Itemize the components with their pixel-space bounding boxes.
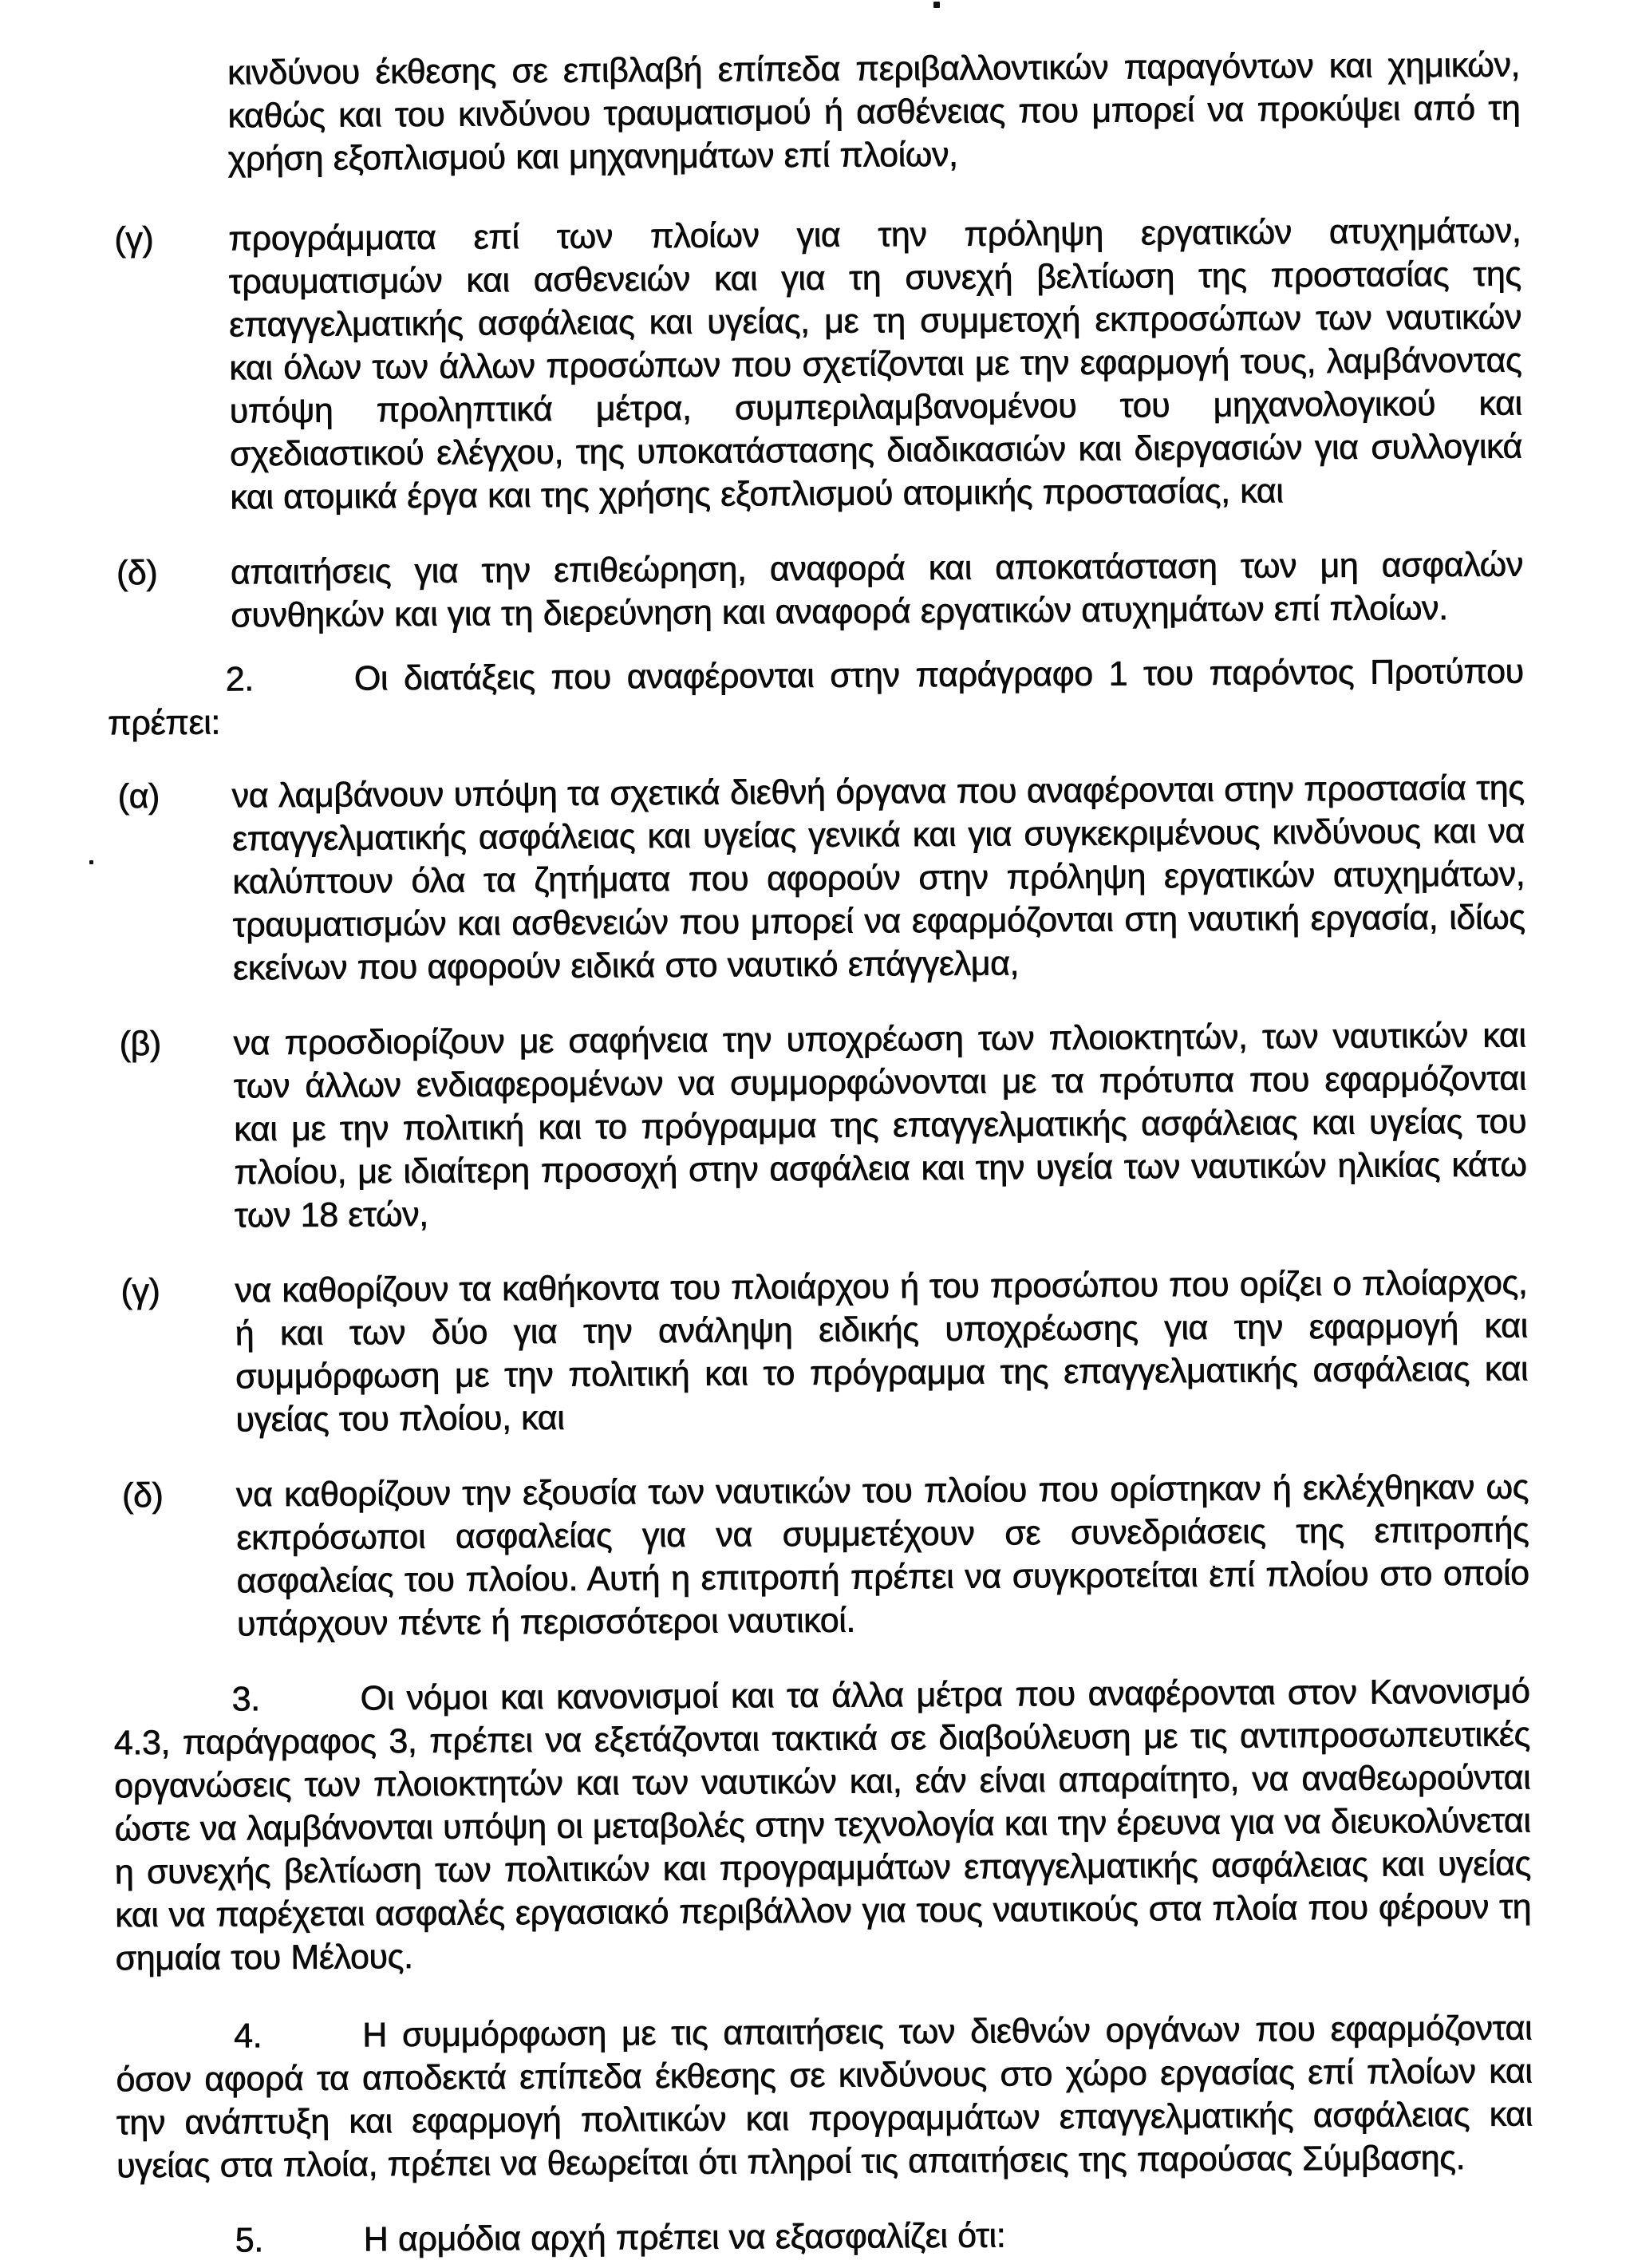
item-body: να λαμβάνουν υπόψη τα σχετικά διεθνή όργανα που αναφέρονται στην προστασία της επαγγελματικής ασφάλειας και υγείας γενικά και για συγκεκριμένους κινδύνους και να καλύπτουν όλα τα ζητήματα που αφορούν στην πρόληψη εργατικών ατυχημάτων, τραυματισμών και ασθενειών που μπορεί να εφαρμόζονται στη ναυτική εργασία, ιδίως εκείνων που αφορούν ειδικά στο ναυτικό επάγγελμα,	[231, 769, 1525, 988]
list-item-delta-2	[112, 1466, 1529, 1647]
item-body: να καθορίζουν τα καθήκοντα του πλοιάρχου ή του προσώπου που ορίζει ο πλοίαρχος, ή και των δύο για την ανάληψη ειδικής υποχρέωσης για την εφαρμογή και συμμόρφωση με την πολιτική και το πρόγραμμα της επαγγελματικής ασφάλειας και υγείας του πλοίου, και	[235, 1263, 1529, 1440]
section-text: Οι νόμοι και κανονισμοί και τα άλλα μέτρα που αναφέρονται στον Κανονισμό 4.3, παράγραφος 3, πρέπει να εξετάζονται τακτικά σε διαβούλευση με τις αντιπροσωπευτικές οργανώσεις των πλοιοκτητών και των ναυτικών και, εάν είναι απαραίτητο, να αναθεωρούνται ώστε να λαμβάνονται υπόψη οι μεταβολές στην τεχνολογία και την έρευνα για να διευκολύνεται η συνεχής βελτίωση των πολιτικών και προγραμμάτων επαγγελματικής ασφάλειας και υγείας και να παρέχεται ασφαλές εργασιακό περιβάλλον για τους ναυτικούς στα πλοία που φέρουν τη σημαία του Μέλους.	[113, 1672, 1532, 1978]
list-item-delta	[107, 543, 1524, 638]
item-label: (δ)	[116, 554, 158, 593]
number-gap	[263, 2250, 364, 2251]
list-item-gamma-2	[111, 1262, 1528, 1443]
item-body: προγράμματα επί των πλοίων για την πρόληψη εργατικών ατυχημάτων, τραυματισμών και ασθενειών και για τη συνεχή βελτίωση της προστασίας της επαγγελματικής ασφάλειας και υγείας, με τη συμμετοχή εκπροσώπων των ναυτικών και όλων των άλλων προσώπων που σχετίζονται με την εφαρμογή τους, λαμβάνοντας υπόψη προληπτικά μέτρα, συμπεριλαμβανομένου του μηχανολογικού και σχεδιαστικού ελέγχου, της υποκατάστασης διαδικασιών και διεργασιών για συλλογικά και ατομικά έργα και της χρήσης εξοπλισμού ατομικής προστασίας, και	[228, 211, 1523, 517]
document-text-block	[104, 44, 1533, 2263]
section-text: Η αρμόδια αρχή πρέπει να εξασφαλίζει ότι:	[363, 2216, 1006, 2259]
scan-speck	[89, 860, 93, 864]
item-label: (α)	[117, 777, 160, 816]
section-number: 5.	[235, 2221, 263, 2260]
item-body: να προσδιορίζουν με σαφήνεια την υποχρέωση των πλοιοκτητών, των ναυτικών και των άλλων ενδιαφερομένων να συμμορφώνονται με τα πρότυπα που εφαρμόζονται και με την πολιτική και το πρόγραμμα της επαγγελματικής ασφάλειας και υγείας του πλοίου, με ιδιαίτερη προσοχή στην ασφάλεια και την υγεία των ναυτικών ηλικίας κάτω των 18 ετών,	[233, 1016, 1527, 1235]
number-gap	[260, 1709, 361, 1710]
section-number: 3.	[231, 1680, 260, 1719]
item-body: απαιτήσεις για την επιθεώρηση, αναφορά και αποκατάσταση των μη ασφαλών συνθηκών και για τη διερεύνηση και αναφορά εργατικών ατυχημάτων επί πλοίων.	[230, 545, 1524, 635]
section-number: 2.	[225, 660, 255, 699]
list-item-alpha	[109, 767, 1526, 991]
item-label: (β)	[119, 1025, 161, 1064]
list-item-gamma	[105, 210, 1522, 520]
section-text: Η συμμόρφωση με τις απαιτήσεις των διεθνών οργάνων που εφαρμόζονται όσον αφορά τα αποδεκτά επίπεδα έκθεσης σε κινδύνους στο χώρο εργασίας επί πλοίων και την ανάπτυξη και εφαρμογή πολιτικών και προγραμμάτων επαγγελματικής ασφάλειας και υγείας στα πλοία, πρέπει να θεωρείται ότι πληροί τις απαιτήσεις της παρούσας Σύμβασης.	[116, 2009, 1533, 2186]
section-3	[113, 1670, 1531, 1981]
section-5	[117, 2211, 1533, 2263]
list-item-beta	[109, 1014, 1527, 1239]
number-gap	[254, 690, 354, 691]
item-body: να καθορίζουν την εξουσία των ναυτικών του πλοίου που ορίστηκαν ή εκλέχθηκαν ως εκπρόσωποι ασφαλείας για να συμμετέχουν σε συνεδριάσεις της επιτροπής ασφαλείας του πλοίου. Αυτή η επιτροπή πρέπει να συγκροτείται επί πλοίου στο οποίο υπάρχουν πέντε ή περισσότεροι ναυτικοί.	[235, 1468, 1529, 1644]
section-4	[116, 2007, 1533, 2188]
item-label: (γ)	[114, 220, 154, 259]
item-label: (δ)	[121, 1476, 164, 1515]
number-gap	[262, 2046, 362, 2047]
section-text: Οι διατάξεις που αναφέρονται στην παράγραφο 1 του παρόντος Προτύπου πρέπει:	[108, 652, 1524, 743]
section-number: 4.	[234, 2017, 262, 2056]
section-2	[108, 650, 1525, 745]
scan-speck	[933, 2, 940, 8]
item-label: (γ)	[120, 1272, 160, 1311]
paragraph-continuation: κινδύνου έκθεσης σε επιβλαβή επίπεδα περιβαλλοντικών παραγόντων και χημικών, καθώς και του κινδύνου τραυματισμού ή ασθένειας που μπορεί να προκύψει από τη χρήση εξοπλισμού και μηχανημάτων επί πλοίων,	[227, 45, 1521, 179]
